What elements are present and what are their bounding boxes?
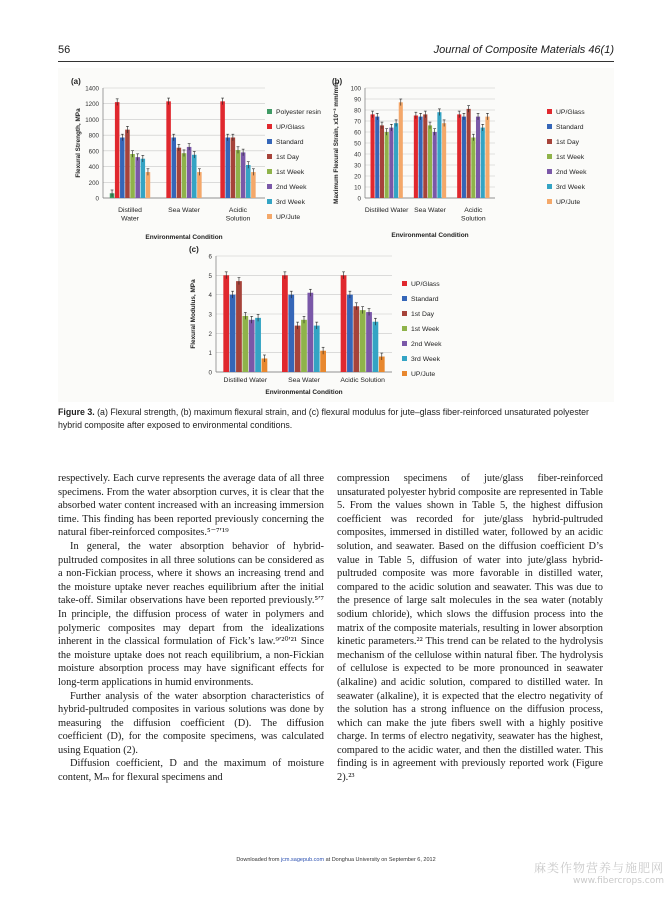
- legend-label: UP/Jute: [276, 214, 301, 221]
- bar: [481, 128, 485, 198]
- y-tick-label: 200: [88, 179, 99, 187]
- legend-swatch: [547, 199, 552, 204]
- legend-swatch: [267, 109, 272, 114]
- figure-3: [58, 68, 614, 402]
- x-axis-label: Environmental Condition: [145, 234, 223, 241]
- footer-suffix: at Donghua University on September 6, 2012: [324, 857, 436, 863]
- x-tick-label: Distilled: [118, 207, 142, 214]
- bar: [462, 117, 466, 198]
- x-tick-label: Acidic: [228, 207, 248, 214]
- bar: [428, 125, 432, 198]
- legend-label: Standard: [411, 296, 439, 303]
- bar: [242, 316, 248, 372]
- bar: [485, 117, 489, 198]
- legend-swatch: [267, 214, 272, 219]
- y-axis-label: Flexural Strength, MPa: [75, 108, 82, 178]
- y-tick-label: 0: [208, 369, 212, 377]
- y-tick-label: 1200: [85, 101, 99, 109]
- legend-swatch: [402, 281, 407, 286]
- y-tick-label: 40: [354, 151, 361, 159]
- watermark-url: www.fibercrops.com: [573, 876, 664, 886]
- bar: [288, 295, 294, 372]
- legend-swatch: [547, 169, 552, 174]
- y-tick-label: 60: [354, 129, 361, 137]
- bar: [115, 102, 120, 198]
- paragraph: Further analysis of the water absorption characteristics of hybrid-pultruded composites in various solutions was done by measuring the diffusion coefficient (D). The diffusion coefficient (D), for the composite specimens, was calculated using Equation (2).: [58, 690, 324, 756]
- y-tick-label: 90: [354, 96, 361, 104]
- bar: [187, 147, 192, 198]
- legend-swatch: [402, 341, 407, 346]
- bar: [375, 117, 379, 198]
- legend-label: 2nd Week: [556, 169, 587, 176]
- x-axis-label: Environmental Condition: [265, 389, 343, 396]
- x-tick-label: Sea Water: [168, 207, 200, 214]
- y-axis-label: Maximum Flexural Strain, x10⁻³ mm/mm: [333, 82, 340, 204]
- legend-swatch: [267, 169, 272, 174]
- footer-link[interactable]: jcm.sagepub.com: [280, 857, 325, 863]
- y-tick-label: 30: [354, 162, 361, 170]
- y-tick-label: 1000: [85, 116, 99, 124]
- x-tick-label: Solution: [225, 215, 251, 223]
- x-tick-label: Sea Water: [414, 207, 446, 214]
- header-rule: [58, 61, 614, 62]
- bar: [197, 172, 202, 198]
- y-tick-label: 800: [88, 132, 99, 140]
- bar: [307, 293, 313, 372]
- legend-swatch: [547, 139, 552, 144]
- legend-swatch: [267, 199, 272, 204]
- legend-label: UP/Jute: [411, 371, 436, 378]
- bar: [341, 275, 347, 372]
- bar: [177, 148, 182, 198]
- bar: [373, 322, 379, 372]
- bar: [295, 326, 301, 372]
- legend-swatch: [547, 124, 552, 129]
- bar: [141, 159, 146, 198]
- bar: [419, 117, 423, 198]
- bar: [130, 154, 135, 198]
- x-tick-label: Acidic Solution: [340, 377, 385, 384]
- legend-label: 3rd Week: [411, 356, 440, 363]
- caption-label: Figure 3.: [58, 407, 95, 417]
- bar: [467, 109, 471, 198]
- legend-swatch: [402, 296, 407, 301]
- bar: [220, 101, 225, 198]
- bar: [135, 157, 140, 198]
- paragraph: respectively. Each curve represents the average data of all three specimens. From the water absorption curves, it is clear that the absorbed water content increased with an increasing immersion time. This finding has been reported previously concerning the natural fiber-reinforced composites.⁵⁻⁷ʹ¹⁹: [58, 473, 324, 539]
- paragraph: compression specimens of jute/glass fiber-reinforced unsaturated polyester hybrid composite are represented in Table 5. From the values shown in Table 5, the highest diffusion coefficient was recorded for jute/glass hybrid-pultruded composites, immersed in distilled water, followed by an acidic solution, and seawater. Based on the diffusion coefficient D’s value in Table 5, diffusion of water into jute/glass hybrid-pultruded composite was more favorable in distilled water, compared to the acidic solution and seawater. This was due to the presence of large salt molecules in the sea water (notably sodium chloride), which slows the diffusion process into the matrix of the composite materials, resulting in lower absorption kinetic parameters.²² This trend can be related to the hydrolysis mechanism of the cellulose within natural fiber. The hydrolysis of cellulose is expected to be more pronounced in seawater (alkaline) and acidic solution, compared to distilled water. In seawater (alkaline), it is expected that the electro negativity of the solution has a strong influence on the diffusion process, which can make the jute fibers swell with a highly positive charge. In terms of electro negativity, seawater has the highest, compared to the acidic water, and then the distilled water. This finding is in agreement with previously reported work (Figure 2).²³: [337, 473, 603, 784]
- bar: [125, 130, 130, 198]
- y-tick-label: 80: [354, 107, 361, 115]
- bar: [255, 318, 261, 372]
- bar: [437, 112, 441, 198]
- legend-label: Standard: [276, 139, 304, 146]
- legend-label: 1st Day: [556, 139, 580, 146]
- legend-swatch: [547, 184, 552, 189]
- footer-prefix: Downloaded from: [236, 857, 281, 863]
- legend-swatch: [547, 154, 552, 159]
- bar: [380, 125, 384, 198]
- y-tick-label: 100: [350, 85, 361, 93]
- watermark: [534, 862, 664, 888]
- bar: [231, 138, 236, 199]
- bar: [347, 295, 353, 372]
- paragraph: Diffusion coefficient, D and the maximum of moisture content, Mₘ for flexural specimens and: [58, 758, 324, 784]
- bar: [282, 275, 288, 372]
- bar: [371, 114, 375, 198]
- legend-label: 1st Day: [276, 154, 300, 161]
- bar: [171, 138, 176, 199]
- legend-swatch: [547, 109, 552, 114]
- bar: [442, 123, 446, 198]
- figure-caption: [58, 406, 614, 432]
- bar: [476, 117, 480, 198]
- bar: [394, 123, 398, 198]
- y-axis-label: Flexural Modulus, MPa: [190, 279, 197, 349]
- bar: [236, 150, 241, 198]
- page-header: [58, 44, 614, 60]
- bar: [314, 326, 320, 372]
- y-tick-label: 1: [208, 350, 212, 358]
- x-tick-label: Distilled Water: [364, 207, 409, 214]
- panel-label: (a): [71, 77, 81, 86]
- bar: [223, 275, 229, 372]
- bar: [192, 155, 197, 198]
- x-tick-label: Water: [121, 215, 139, 223]
- body-column-right: [337, 472, 603, 785]
- y-tick-label: 70: [354, 118, 361, 126]
- paragraph: In general, the water absorption behavior of hybrid-pultruded composites in all three solutions can be considered as a non-Fickian process, where it shows an increasing trend and the moisture uptake never reaches equilibrium after the initial take-off. Similar observations have been reported previously.⁵ʹ⁷ In principle, the diffusion process of water in polymers and polymeric composites may depart from the idealizations inherent in the classical formulation of Fick’s law.⁹ʹ²⁰ʹ²¹ Since the moisture uptake does not reach equilibrium, a non-Fickian moisture absorption process may have significant effects for long-term applications in humid environments.: [58, 540, 324, 688]
- bar: [366, 312, 372, 372]
- panel-label: (c): [189, 245, 199, 254]
- y-tick-label: 0: [95, 195, 99, 203]
- journal-title: Journal of Composite Materials 46(1): [433, 44, 614, 56]
- body-column-left: [58, 472, 324, 785]
- y-tick-label: 20: [354, 173, 361, 181]
- legend-swatch: [267, 124, 272, 129]
- legend-swatch: [402, 326, 407, 331]
- legend-label: 1st Week: [411, 326, 440, 333]
- legend-label: 3rd Week: [276, 199, 305, 206]
- bar: [433, 132, 437, 198]
- y-tick-label: 5: [208, 272, 212, 280]
- x-tick-label: Distilled Water: [223, 377, 268, 384]
- y-tick-label: 4: [208, 292, 212, 300]
- legend-label: 1st Week: [556, 154, 585, 161]
- x-tick-label: Sea Water: [288, 377, 320, 384]
- bar: [471, 138, 475, 199]
- bar: [414, 116, 418, 199]
- y-tick-label: 3: [208, 311, 212, 319]
- legend-label: Polyester resin: [276, 109, 321, 116]
- legend-label: 1st Week: [276, 169, 305, 176]
- bar: [246, 165, 251, 198]
- bar: [230, 295, 236, 372]
- y-tick-label: 0: [357, 195, 361, 203]
- legend-swatch: [267, 139, 272, 144]
- legend-label: 2nd Week: [411, 341, 442, 348]
- bar: [389, 128, 393, 198]
- bar: [182, 153, 187, 198]
- legend-label: 2nd Week: [276, 184, 307, 191]
- y-tick-label: 600: [88, 148, 99, 156]
- bar: [225, 138, 230, 199]
- legend-swatch: [402, 371, 407, 376]
- bar: [236, 281, 242, 372]
- legend-swatch: [267, 154, 272, 159]
- legend-swatch: [402, 311, 407, 316]
- y-tick-label: 2: [208, 330, 212, 338]
- panel-label: (b): [332, 77, 343, 86]
- y-tick-label: 1400: [85, 85, 99, 93]
- page-number: 56: [58, 44, 71, 56]
- legend-label: UP/Jute: [556, 199, 581, 206]
- bar: [385, 132, 389, 198]
- legend-label: Standard: [556, 124, 584, 131]
- bar: [360, 310, 366, 372]
- figure-3-charts: [58, 68, 614, 402]
- y-tick-label: 10: [354, 184, 361, 192]
- legend-label: UP/Glass: [556, 109, 585, 116]
- y-tick-label: 50: [354, 140, 361, 148]
- bar: [251, 172, 256, 198]
- bar: [166, 101, 171, 198]
- watermark-chinese: 麻类作物营养与施肥网: [533, 861, 664, 875]
- bar: [423, 114, 427, 198]
- bar: [399, 102, 403, 198]
- bar: [249, 320, 255, 372]
- bar: [301, 320, 307, 372]
- bar: [120, 138, 125, 199]
- legend-label: UP/Glass: [411, 281, 440, 288]
- bar: [241, 152, 246, 198]
- bar: [353, 306, 359, 372]
- caption-text: (a) Flexural strength, (b) maximum flexural strain, and (c) flexural modulus for jute–glass fiber-reinforced unsaturated polyester hybrid composite after exposed to environmental conditions.: [58, 407, 589, 430]
- legend-swatch: [267, 184, 272, 189]
- y-tick-label: 400: [88, 164, 99, 172]
- x-axis-label: Environmental Condition: [391, 232, 469, 239]
- y-tick-label: 6: [208, 253, 212, 261]
- bar: [146, 172, 151, 198]
- bar: [457, 114, 461, 198]
- legend-label: 1st Day: [411, 311, 435, 318]
- legend-label: 3rd Week: [556, 184, 585, 191]
- legend-label: UP/Glass: [276, 124, 305, 131]
- x-tick-label: Acidic: [464, 207, 483, 214]
- x-tick-label: Solution: [461, 215, 486, 223]
- legend-swatch: [402, 356, 407, 361]
